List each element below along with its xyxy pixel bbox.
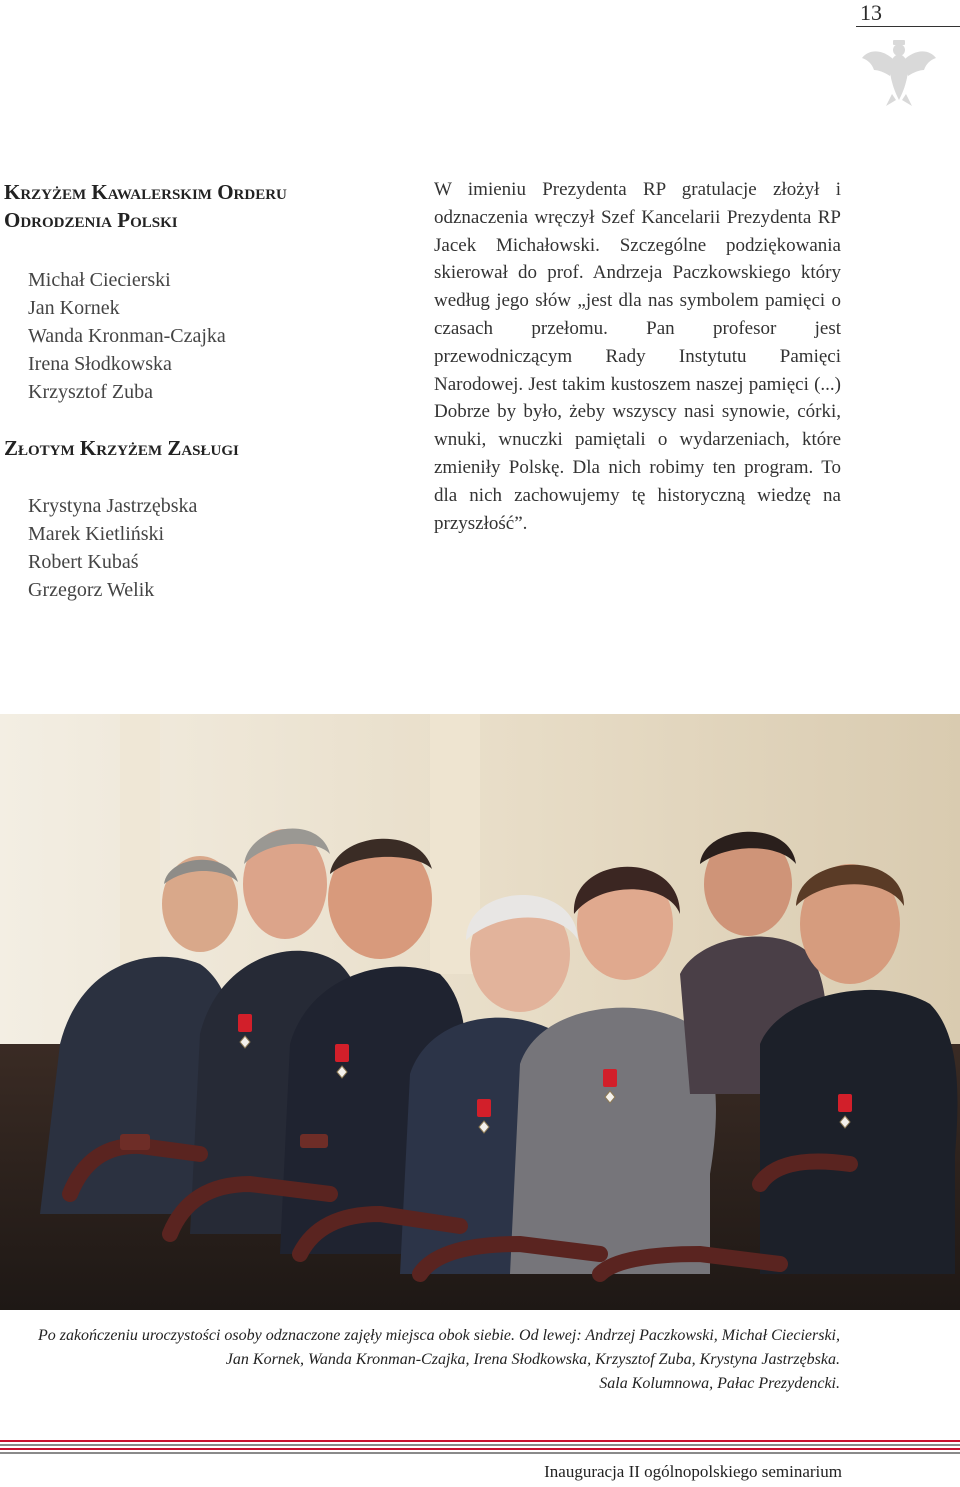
footer-rules [0,1440,960,1456]
list-item: Jan Kornek [28,297,120,319]
rule-red [0,1440,960,1442]
rule-gray [0,1452,960,1454]
page-number: 13 [856,0,960,27]
caption-line: Sala Kolumnowa, Pałac Prezydencki. [599,1375,840,1392]
list-item: Robert Kubaś [28,551,139,573]
body-paragraph: W imieniu Prezydenta RP gratulacje złożył i odznaczenia wręczył Szef Kancelarii Prezydenta RP Jacek Michałowski. Szczególne podziękowania skierował do prof. Andrzeja Paczkowskiego który według jego słów „jest dla nas symbolem pamięci o czasach przełomu. Pan profesor jest przewodniczącym Rady Instytutu Pamięci Narodowej. Jest takim kustoszem naszej pamięci (...) Dobrze by było, żeby wszyscy nasi synowie, córki, wnuki, wnuczki pamiętali o wydarzeniach, które zmieniły Polskę. Dla nich robimy ten program. To dla nich zachowujemy tę historyczną wiedzę na przyszłość”. [434,179,841,534]
awardees-gold-cross-list [4,492,384,604]
polish-eagle-emblem-icon [860,36,938,108]
photo-caption [20,1324,840,1396]
list-item: Krystyna Jastrzębska [28,495,198,517]
rule-gray [0,1444,960,1446]
list-item: Krzysztof Zuba [28,381,153,403]
list-item: Michał Ciecierski [28,269,171,291]
award-heading-order: Krzyżem Kawalerskim Orderu Odrodzenia Polski [4,180,287,232]
awards-list [4,178,384,604]
awardees-order-list [4,266,384,406]
footer-title: Inauguracja II ogólnopolskiego seminarium [544,1462,842,1481]
list-item: Irena Słodkowska [28,353,172,375]
ceremony-photo [0,714,960,1310]
caption-line: Jan Kornek, Wanda Kronman-Czajka, Irena Słodkowska, Krzysztof Zuba, Krystyna Jastrzębska. [225,1351,840,1368]
caption-line: Po zakończeniu uroczystości osoby odznaczone zajęły miejsca obok siebie. Od lewej: Andrzej Paczkowski, Michał Ciecierski, [37,1327,840,1344]
rule-red [0,1448,960,1450]
list-item: Wanda Kronman-Czajka [28,325,226,347]
list-item: Marek Kietliński [28,523,165,545]
list-item: Grzegorz Welik [28,579,155,601]
award-heading-gold-cross: Złotym Krzyżem Zasługi [4,436,239,460]
